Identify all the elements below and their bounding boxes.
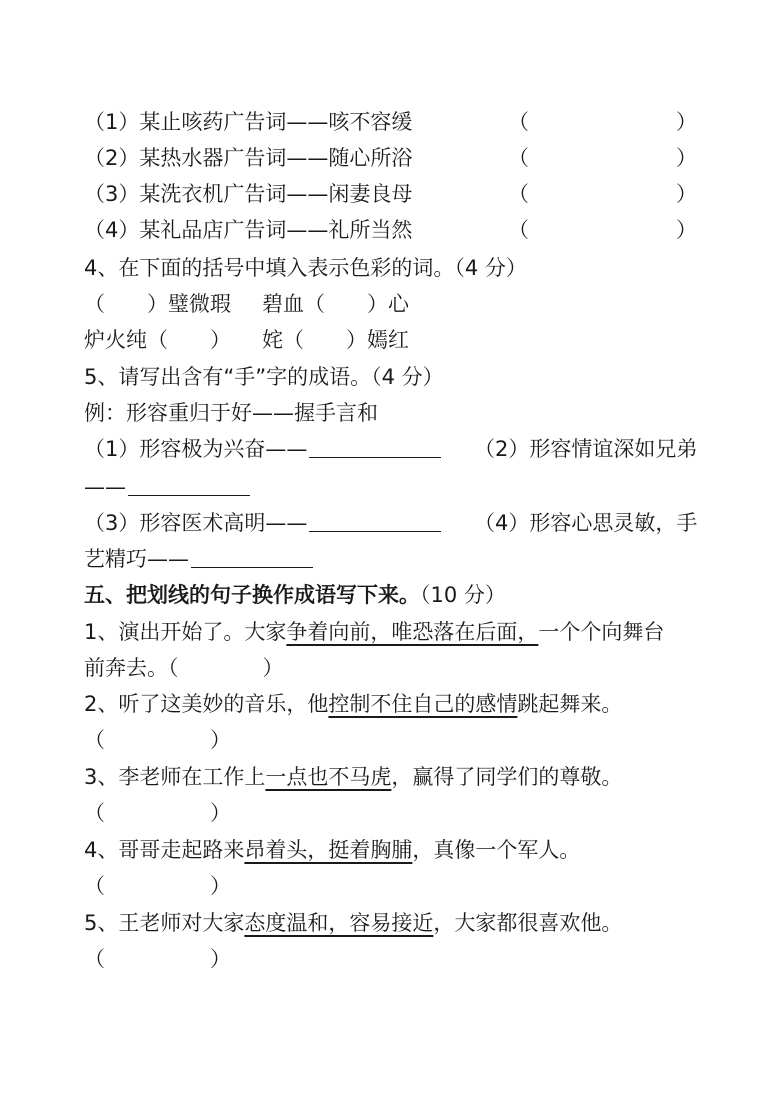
q5-item-1 <box>84 434 441 464</box>
q3-item-4: （4）某礼品店广告词——礼所当然 <box>84 218 413 242</box>
q5-item-2-cont <box>84 472 250 502</box>
s5-sentence-4 <box>84 835 580 865</box>
section5-heading <box>84 580 506 610</box>
q5-item-3-label: （3）形容医术高明—— <box>84 511 308 535</box>
s5-s2-pre: 2、听了这美妙的音乐，他 <box>84 692 329 716</box>
s5-s5-pre: 5、王老师对大家 <box>84 911 245 935</box>
s5-s3-pre: 3、李老师在工作上 <box>84 765 266 789</box>
s5-sentence-2 <box>84 689 622 719</box>
q3-answer-2[interactable]: （ ） <box>508 146 697 170</box>
section5-title: 五、把划线的句子换作成语写下来。 <box>84 583 420 607</box>
s5-s4-post: ，真像一个军人。 <box>412 838 581 862</box>
s5-s1-pre: 1、演出开始了。大家 <box>84 620 287 644</box>
q5-item-4-label: 艺精巧—— <box>84 547 189 571</box>
s5-answer-4[interactable]: （ ） <box>84 874 231 898</box>
q3-item-1: （1）某止咳药广告词——咳不容缓 <box>84 110 413 134</box>
s5-s4-pre: 4、哥哥走起路来 <box>84 838 245 862</box>
s5-s4-underlined: 昂着头，挺着胸脯 <box>244 838 413 862</box>
q3-item-2: （2）某热水器广告词——随心所浴 <box>84 146 413 170</box>
s5-s3-underlined: 一点也不马虎 <box>265 765 392 789</box>
q3-answer-1[interactable]: （ ） <box>508 110 697 134</box>
q5-item-1-blank[interactable] <box>309 435 441 458</box>
s5-s1-post: 一个个向舞台 <box>538 620 665 644</box>
s5-sentence-1 <box>84 617 664 647</box>
s5-s2-post: 跳起舞来。 <box>517 692 623 716</box>
s5-answer-2[interactable]: （ ） <box>84 728 231 752</box>
s5-answer-3[interactable]: （ ） <box>84 801 231 825</box>
q3-answer-4[interactable]: （ ） <box>508 218 697 242</box>
s5-sentence-3 <box>84 762 622 792</box>
s5-answer-5[interactable]: （ ） <box>84 947 231 971</box>
s5-s1-underlined: 争着向前，唯恐落在后面， <box>286 620 539 644</box>
q5-item-2-dash: —— <box>84 475 126 499</box>
q5-item-2: （2）形容情谊深如兄弟 <box>474 437 698 461</box>
q3-item-3: （3）某洗衣机广告词——闲妻良母 <box>84 182 413 206</box>
q4-title: 4、在下面的括号中填入表示色彩的词。（4 分） <box>84 256 527 280</box>
q5-example: 例：形容重归于好——握手言和 <box>84 401 378 425</box>
section5-score: （10 分） <box>420 583 506 607</box>
q4-row2-a[interactable]: 炉火纯（ ） <box>84 328 231 352</box>
q5-item-4-blank[interactable] <box>191 545 313 568</box>
q4-row2-b[interactable]: 姹（ ）嫣红 <box>262 328 409 352</box>
s5-sentence-5 <box>84 908 622 938</box>
q5-item-4-cont <box>84 544 313 574</box>
q5-item-3 <box>84 508 441 538</box>
q4-row1-a[interactable]: （ ）璧微瑕 <box>84 292 231 316</box>
s5-sentence-1-line2[interactable]: 前奔去。（ ） <box>84 656 284 680</box>
q5-title: 5、请写出含有“手”字的成语。（4 分） <box>84 365 444 389</box>
q5-item-3-blank[interactable] <box>309 509 441 532</box>
q5-item-4: （4）形容心思灵敏，手 <box>474 511 698 535</box>
q5-item-2-blank[interactable] <box>128 473 250 496</box>
q3-answer-3[interactable]: （ ） <box>508 182 697 206</box>
s5-s3-post: ，赢得了同学们的尊敬。 <box>391 765 623 789</box>
q5-item-1-label: （1）形容极为兴奋—— <box>84 437 308 461</box>
s5-s5-post: ，大家都很喜欢他。 <box>433 911 623 935</box>
s5-s5-underlined: 态度温和，容易接近 <box>244 911 434 935</box>
s5-s2-underlined: 控制不住自己的感情 <box>328 692 518 716</box>
q4-row1-b[interactable]: 碧血（ ）心 <box>262 292 409 316</box>
